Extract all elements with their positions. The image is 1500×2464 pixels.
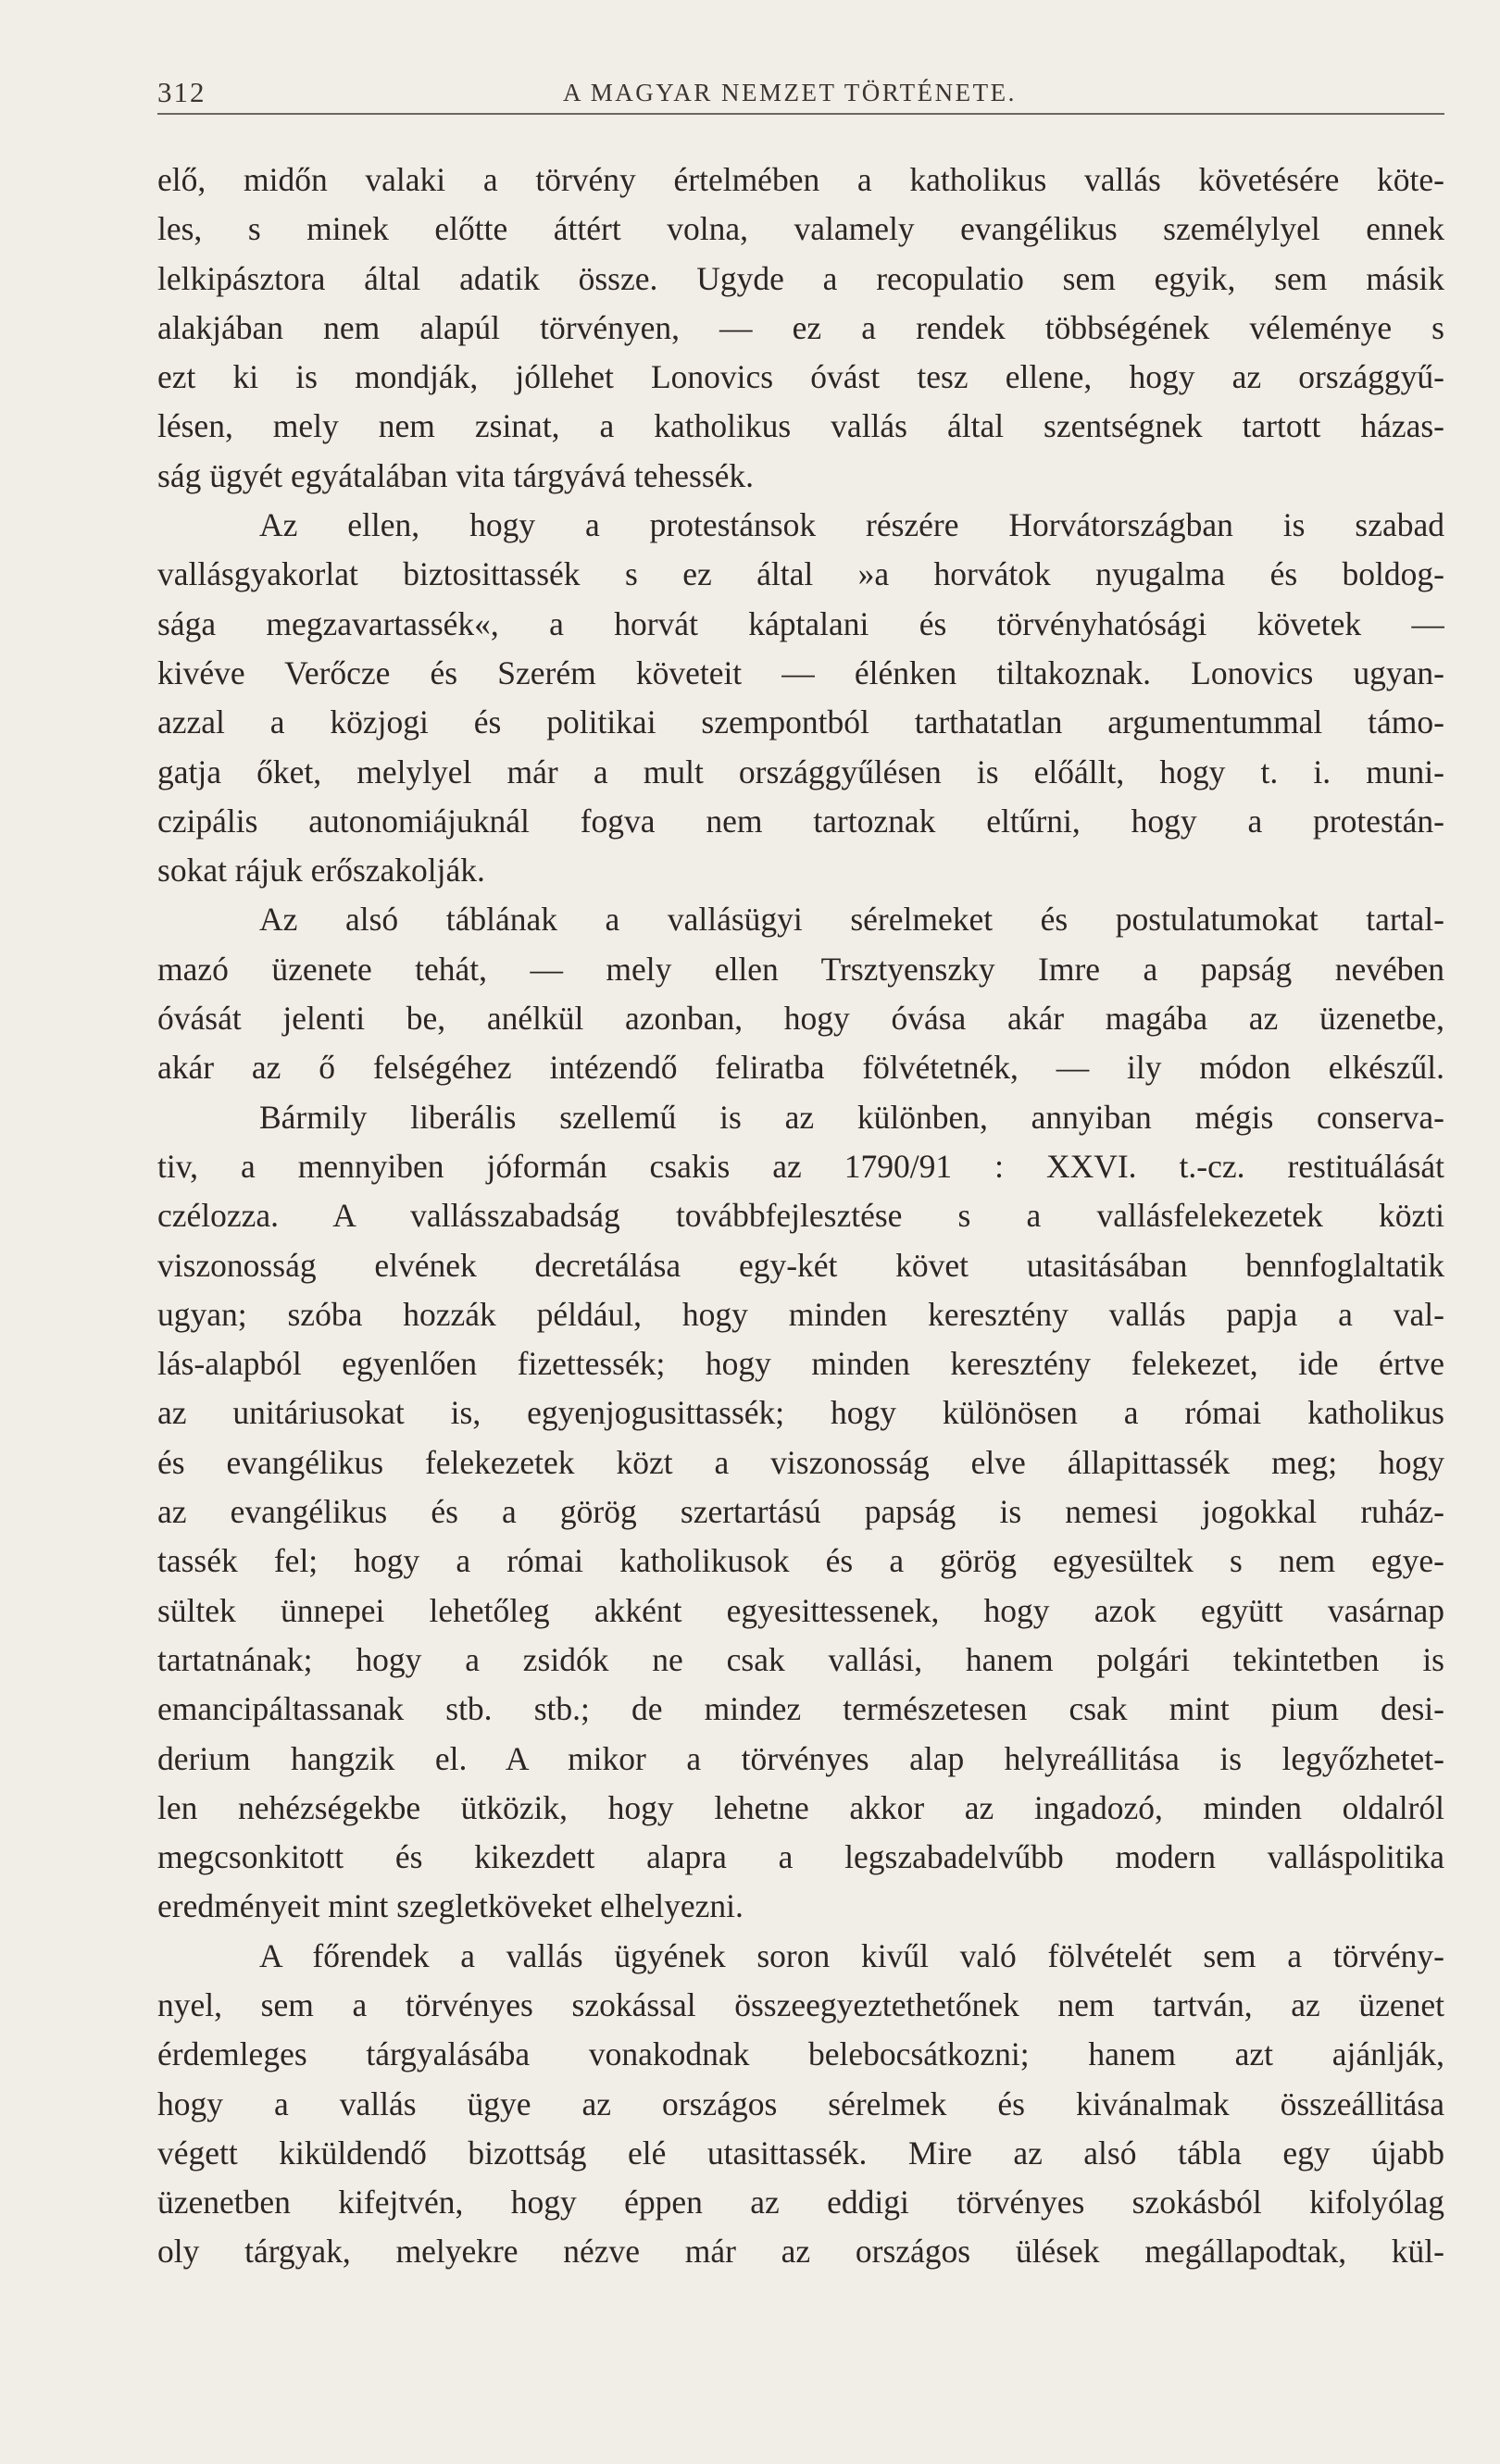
text-line: oly tárgyak, melyekre nézve már az országos ülések megállapodtak, kül- xyxy=(157,2233,1444,2271)
text-line: végett kiküldendő bizottság elé utasittassék. Mire az alsó tábla egy újabb xyxy=(157,2134,1444,2172)
text-line: viszonosság elvének decretálása egy-két követ utasitásában bennfoglaltatik xyxy=(157,1246,1444,1284)
text-line: czipális autonomiájuknál fogva nem tartoznak eltűrni, hogy a protestán- xyxy=(157,802,1444,840)
text-line: hogy a vallás ügye az országos sérelmek és kivánalmak összeállitása xyxy=(157,2084,1444,2122)
text-line: derium hangzik el. A mikor a törvényes alap helyreállitása is legyőzhetet- xyxy=(157,1739,1444,1777)
text-line: és evangélikus felekezetek közt a viszonosság elve állapittassék meg; hogy xyxy=(157,1443,1444,1481)
text-line: sága megzavartassék«, a horvát káptalani és törvényhatósági követek — xyxy=(157,604,1444,642)
text-line: megcsonkitott és kikezdett alapra a legszabadelvűbb modern valláspolitika xyxy=(157,1838,1444,1876)
text-line: ezt ki is mondják, jóllehet Lonovics óvást tesz ellene, hogy az országgyű- xyxy=(157,358,1444,396)
text-line: eredményeit mint szegletköveket elhelyezni. xyxy=(157,1887,744,1925)
text-line: érdemleges tárgyalásába vonakodnak belebocsátkozni; hanem azt ajánlják, xyxy=(157,2035,1444,2073)
text-line: A főrendek a vallás ügyének soron kivűl való fölvételét sem a törvény- xyxy=(259,1936,1444,1974)
text-line: len nehézségekbe ütközik, hogy lehetne akkor az ingadozó, minden oldalról xyxy=(157,1788,1444,1826)
text-line: lésen, mely nem zsinat, a katholikus vallás által szentségnek tartott házas- xyxy=(157,407,1444,445)
text-line: vallásgyakorlat biztosittassék s ez által »a horvátok nyugalma és boldog- xyxy=(157,555,1444,593)
text-line: az unitáriusokat is, egyenjogusittassék; hogy különösen a római katholikus xyxy=(157,1394,1444,1432)
text-line: sokat rájuk erőszakolják. xyxy=(157,852,485,890)
text-line: mazó üzenete tehát, — mely ellen Trsztyenszky Imre a papság nevében xyxy=(157,950,1444,988)
text-line: lelkipásztora által adatik össze. Ugyde a recopulatio sem egyik, sem másik xyxy=(157,259,1444,297)
text-line: kivéve Verőcze és Szerém követeit — élénken tiltakoznak. Lonovics ugyan- xyxy=(157,653,1444,691)
text-line: Bármily liberális szellemű is az különben, annyiban mégis conserva- xyxy=(259,1098,1444,1136)
page-header xyxy=(157,76,1444,115)
text-line: tartatnának; hogy a zsidók ne csak vallási, hanem polgári tekintetben is xyxy=(157,1640,1444,1678)
text-line: ugyan; szóba hozzák például, hogy minden keresztény vallás papja a val- xyxy=(157,1295,1444,1333)
text-line: Az ellen, hogy a protestánsok részére Horvátországban is szabad xyxy=(259,506,1444,544)
text-line: üzenetben kifejtvén, hogy éppen az eddigi törvényes szokásból kifolyólag xyxy=(157,2184,1444,2221)
text-line: czélozza. A vallásszabadság továbbfejlesztése s a vallásfelekezetek közti xyxy=(157,1197,1444,1235)
running-head: A MAGYAR NEMZET TÖRTÉNETE. xyxy=(563,79,1017,106)
text-line: azzal a közjogi és politikai szempontból tarthatatlan argumentummal támo- xyxy=(157,703,1444,741)
text-line: óvását jelenti be, anélkül azonban, hogy óvása akár magába az üzenetbe, xyxy=(157,1000,1444,1038)
text-line: lás-alapból egyenlően fizettessék; hogy minden keresztény felekezet, ide értve xyxy=(157,1345,1444,1383)
text-line: tassék fel; hogy a római katholikusok és a görög egyesültek s nem egye- xyxy=(157,1542,1444,1580)
text-line: nyel, sem a törvényes szokással összeegyeztethetőnek nem tartván, az üzenet xyxy=(157,1985,1444,2023)
text-line: akár az ő felségéhez intézendő feliratba fölvétetnék, — ily módon elkészűl. xyxy=(157,1049,1444,1087)
text-line: gatja őket, melylyel már a mult országgyűlésen is előállt, hogy t. i. muni- xyxy=(157,753,1444,790)
page-number: 312 xyxy=(157,76,206,108)
text-line: alakjában nem alapúl törvényen, — ez a rendek többségének véleménye s xyxy=(157,308,1444,346)
text-line: az evangélikus és a görög szertartású papság is nemesi jogokkal ruház- xyxy=(157,1493,1444,1531)
text-line: emancipáltassanak stb. stb.; de mindez természetesen csak mint pium desi- xyxy=(157,1690,1444,1728)
text-line: sültek ünnepei lehetőleg akként egyesittessenek, hogy azok együtt vasárnap xyxy=(157,1591,1444,1629)
text-line: Az alsó táblának a vallásügyi sérelmeket és postulatumokat tartal- xyxy=(259,901,1444,939)
text-line: tiv, a mennyiben jóformán csakis az 1790/91 : XXVI. t.-cz. restituálását xyxy=(157,1147,1444,1185)
text-line: ság ügyét egyátalában vita tárgyává tehessék. xyxy=(157,456,755,494)
text-line: les, s minek előtte áttért volna, valamely evangélikus személylyel ennek xyxy=(157,210,1444,248)
body-text xyxy=(157,156,1444,2277)
text-line: elő, midőn valaki a törvény értelmében a katholikus vallás követésére köte- xyxy=(157,161,1444,198)
